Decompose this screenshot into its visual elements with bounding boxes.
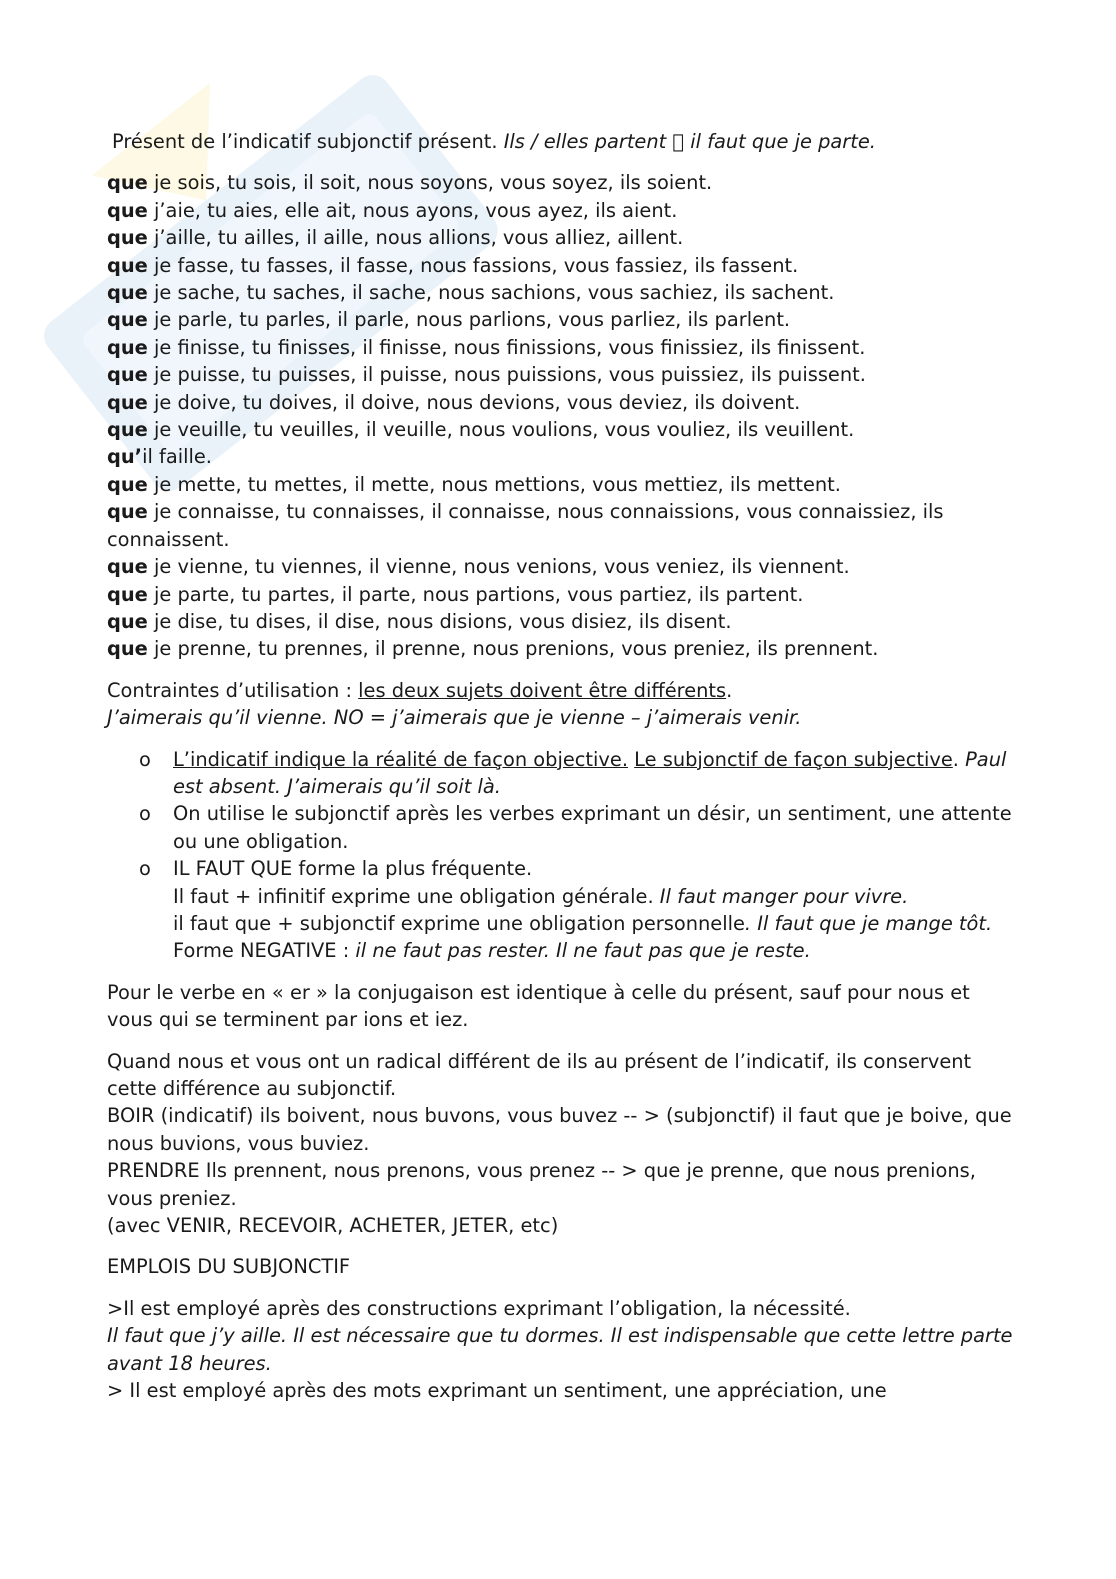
emploi-obligation: >Il est employé après des constructions exprimant l’obligation, la nécessité.	[107, 1296, 851, 1320]
que-keyword: que	[107, 335, 148, 359]
il-faut-que-text: il faut que + subjonctif exprime une obligation personnelle	[173, 911, 745, 935]
section-title: EMPLOIS DU SUBJONCTIF	[107, 1255, 351, 1279]
conjugation-forms: je prenne, tu prennes, il prenne, nous prenions, vous preniez, ils prennent.	[147, 637, 879, 661]
que-keyword: que	[107, 308, 148, 332]
boire-example: BOIR (indicatif) ils boivent, nous buvons, vous buvez -- > (subjonctif) il faut que je boive, que nous buvions, vous buviez.	[107, 1104, 1012, 1155]
que-keyword: que	[107, 609, 148, 633]
list-item	[107, 800, 1017, 855]
conjugation-forms: je parle, tu parles, il parle, nous parlions, vous parliez, ils parlent.	[147, 308, 791, 332]
conjugation-forms: je mette, tu mettes, il mette, nous mettions, vous mettiez, ils mettent.	[147, 472, 841, 496]
conjugation-forms: je finisse, tu finisses, il finisse, nous finissions, vous finissiez, ils finissent.	[147, 335, 866, 359]
conjugation-line	[107, 635, 1017, 662]
emploi-obligation-example-text: Il faut que j’y aille. Il est nécessaire que tu dormes. Il est indispensable que cette lettre parte avant 18 heures.	[107, 1324, 1013, 1375]
que-keyword: que	[107, 198, 148, 222]
bullet-mark: o	[139, 857, 151, 881]
bullet-3-text: IL FAUT QUE forme la plus fréquente.	[173, 857, 533, 881]
conjugation-forms: je parte, tu partes, il parte, nous partions, vous partiez, ils partent.	[147, 582, 804, 606]
conjugation-list	[107, 169, 1017, 662]
other-verbs: (avec VENIR, RECEVOIR, ACHETER, JETER, etc)	[107, 1214, 559, 1238]
conjugation-line	[107, 197, 1017, 224]
que-keyword: que	[107, 390, 148, 414]
bullet-mark: o	[139, 747, 151, 771]
conjugation-forms: je doive, tu doives, il doive, nous devions, vous deviez, ils doivent.	[147, 390, 801, 414]
bullet-1-subjective: Le subjonctif de façon subjective	[634, 747, 953, 771]
constraints-example	[107, 704, 1017, 731]
conjugation-line	[107, 553, 1017, 580]
emploi-sentiment: > Il est employé après des mots exprimant un sentiment, une appréciation, une	[107, 1379, 887, 1403]
forme-negative-label: Forme NEGATIVE :	[173, 939, 356, 963]
emploi-obligation-example	[107, 1322, 1017, 1377]
conjugation-forms: je vienne, tu viennes, il vienne, nous venions, vous veniez, ils viennent.	[147, 555, 850, 579]
il-faut-que	[107, 910, 1017, 937]
radical-paragraph: Quand nous et vous ont un radical différent de ils au présent de l’indicatif, ils conservent cette différence au subjonctif.	[107, 1049, 972, 1100]
conjugation-forms: je connaisse, tu connaisses, il connaisse, nous connaissions, vous connaissiez, ils connaissent.	[107, 500, 944, 551]
intro-line	[107, 128, 1017, 155]
bullet-mark: o	[139, 802, 151, 826]
conjugation-forms: je dise, tu dises, il dise, nous disions, vous disiez, ils disent.	[147, 609, 732, 633]
que-keyword: qu’	[107, 445, 143, 469]
conjugation-line	[107, 581, 1017, 608]
bullet-1-dot: .	[952, 747, 959, 771]
conjugation-line	[107, 416, 1017, 443]
intro-text: Présent de l’indicatif subjonctif présent.	[112, 130, 504, 153]
conjugation-line	[107, 224, 1017, 251]
bullet-2-text: On utilise le subjonctif après les verbes exprimant un désir, un sentiment, une attente ou une obligation.	[173, 802, 1012, 853]
constraints-label: Contraintes d’utilisation :	[107, 678, 359, 702]
conjugation-forms: il faille.	[142, 445, 212, 469]
il-faut-infinitif-text: Il faut + infinitif exprime une obligation générale.	[173, 884, 660, 908]
list-item	[107, 855, 1017, 882]
il-faut-infinitif-example: Il faut manger pour vivre.	[659, 884, 909, 908]
conjugation-line	[107, 389, 1017, 416]
que-keyword: que	[107, 226, 148, 250]
conjugation-line	[107, 279, 1017, 306]
intro-example: Ils / elles partent il faut que je parte.	[503, 130, 859, 153]
que-keyword: que	[107, 281, 148, 305]
conjugation-line	[107, 471, 1017, 498]
conjugation-line	[107, 498, 1017, 553]
conjugation-forms: je puisse, tu puisses, il puisse, nous puissions, vous puissiez, ils puissent.	[147, 363, 866, 387]
forme-negative	[107, 937, 1017, 964]
que-keyword: que	[107, 637, 148, 661]
que-keyword: que	[107, 418, 148, 442]
que-keyword: que	[107, 472, 148, 496]
que-keyword: que	[107, 253, 148, 277]
conjugation-line	[107, 443, 1017, 470]
que-keyword: que	[107, 582, 148, 606]
er-paragraph: Pour le verbe en « er » la conjugaison est identique à celle du présent, sauf pour nous et vous qui se terminent par ions et iez.	[107, 980, 970, 1032]
que-keyword: que	[107, 363, 148, 387]
bullet-list	[107, 746, 1017, 883]
conjugation-line	[107, 608, 1017, 635]
bullet-1-objective: L’indicatif indique la réalité de façon objective.	[173, 747, 628, 771]
constraints-rule: les deux sujets doivent être différents	[358, 678, 727, 702]
prendre-example: PRENDRE Ils prennent, nous prenons, vous prenez -- > que je prenne, que nous prenions, vous preniez.	[107, 1159, 976, 1210]
que-keyword: que	[107, 555, 148, 579]
que-keyword: que	[107, 500, 148, 524]
forme-negative-example: il ne faut pas rester. Il ne faut pas que je reste.	[355, 939, 811, 963]
bullet-1-example: Paul est absent. J’aimerais qu’il soit là.	[173, 747, 1007, 798]
conjugation-line	[107, 169, 1017, 196]
conjugation-line	[107, 334, 1017, 361]
il-faut-que-example: . Il faut que je mange tôt.	[744, 911, 993, 935]
conjugation-line	[107, 252, 1017, 279]
document-page	[107, 128, 1017, 1404]
conjugation-forms: je fasse, tu fasses, il fasse, nous fassions, vous fassiez, ils fassent.	[147, 253, 799, 277]
conjugation-forms: j’aie, tu aies, elle ait, nous ayons, vous ayez, ils aient.	[147, 198, 678, 222]
conjugation-forms: je sache, tu saches, il sache, nous sachions, vous sachiez, ils sachent.	[147, 281, 835, 305]
conjugation-forms: j’aille, tu ailles, il aille, nous allions, vous alliez, aillent.	[147, 226, 684, 250]
list-item	[107, 746, 1017, 801]
conjugation-line	[107, 306, 1017, 333]
que-keyword: que	[107, 171, 148, 195]
constraints-example-text: J’aimerais qu’il vienne. NO = j’aimerais que je vienne – j’aimerais venir.	[107, 706, 802, 730]
constraints-rule-end: .	[726, 678, 733, 702]
il-faut-infinitif	[107, 883, 1017, 910]
conjugation-forms: je sois, tu sois, il soit, nous soyons, vous soyez, ils soient.	[147, 171, 713, 195]
conjugation-line	[107, 361, 1017, 388]
conjugation-forms: je veuille, tu veuilles, il veuille, nous voulions, vous vouliez, ils veuillent.	[147, 418, 855, 442]
constraints-line	[107, 677, 1017, 704]
